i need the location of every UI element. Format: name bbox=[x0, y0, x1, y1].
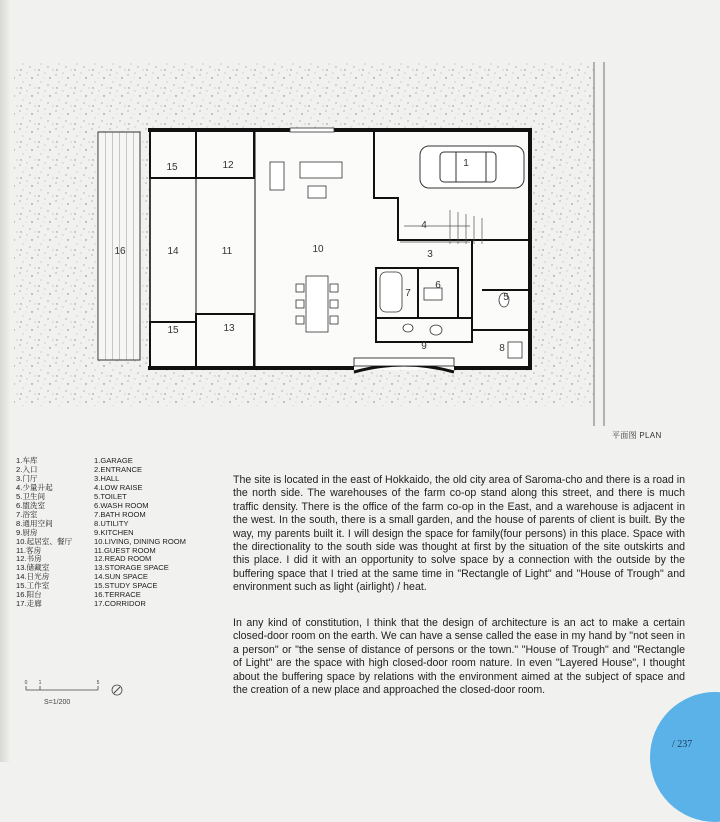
scale-text: S=1/200 bbox=[44, 699, 71, 706]
legend-cn-item: 12.书房 bbox=[16, 554, 42, 564]
room-number-9: 9 bbox=[421, 341, 427, 352]
scale-tick-1: 1 bbox=[38, 680, 42, 686]
legend-en-item: 7.BATH ROOM bbox=[94, 509, 146, 519]
page-corner-accent bbox=[650, 692, 720, 822]
legend-cn-item: 2.入口 bbox=[16, 464, 38, 474]
legend-en-item: 13.STORAGE SPACE bbox=[94, 563, 169, 573]
north-arrow-icon bbox=[112, 685, 122, 695]
legend-en-item: 9.KITCHEN bbox=[94, 527, 134, 537]
legend-en-item: 15.STUDY SPACE bbox=[94, 581, 158, 591]
room-number-14: 14 bbox=[167, 246, 179, 257]
description-paragraph-1: The site is located in the east of Hokkaido, the old city area of Saroma-cho and there is a road in the north side. The warehouses of the farm co-op stand along this street, and there is much traffic density. There is the office of the farm co-op in the East, and a warehouse is adjacent in the west. In the south, there is a small garden, and the house of parents of client is built. By the way, my parents built it. I will design the space for family(four persons) in this place. Space with the directionality to the south side was thought at first by the situation of the site outskirts and this place. I did it with an opportunity to solve space by a connection with the outside by the buffering space that I tried at the same time in "Rectangle of Light" and "House of Trough" and environment such as light (airlight) / heat. bbox=[233, 474, 685, 594]
legend-cn-item: 15.工作室 bbox=[16, 581, 50, 591]
legend-cn-item: 5.卫生间 bbox=[16, 491, 46, 501]
legend-cn-item: 6.盥洗室 bbox=[16, 500, 46, 510]
legend-en-item: 5.TOILET bbox=[94, 491, 127, 501]
dining-table bbox=[296, 276, 338, 332]
legend-cn-item: 3.门厅 bbox=[16, 473, 38, 483]
legend-cn-item: 17.走廊 bbox=[16, 599, 42, 609]
room-number-3: 3 bbox=[427, 249, 433, 260]
south-window bbox=[354, 358, 454, 366]
legend-cn-item: 8.通用空间 bbox=[16, 518, 53, 528]
legend-chinese bbox=[16, 457, 72, 609]
scale-bar bbox=[20, 680, 130, 710]
description-paragraph-2: In any kind of constitution, I think that the design of architecture is an act to make a certain closed-door room on the earth. We can have a sense called the ease in my hand by "not seen in a person" or "the sense of distance of persons or the town." "House of Trough" and "Rectangle of Light" are the space with high closed-door room nature. In even "Layered House", I thought about the buffering space by relations with the environment aimed at the subject of space and the creation of a new place and approached the closed-door room. bbox=[233, 617, 685, 697]
legend-en-item: 4.LOW RAISE bbox=[94, 482, 143, 492]
legend-en-item: 14.SUN SPACE bbox=[94, 572, 148, 582]
legend-english bbox=[94, 457, 186, 609]
legend-en-item: 3.HALL bbox=[94, 473, 120, 483]
legend-en-item: 12.READ ROOM bbox=[94, 554, 152, 564]
legend-en-item: 6.WASH ROOM bbox=[94, 500, 149, 510]
legend-en-item: 17.CORRIDOR bbox=[94, 599, 146, 609]
room-number-4: 4 bbox=[421, 220, 427, 231]
room-number-7: 7 bbox=[405, 288, 411, 299]
room-number-6: 6 bbox=[435, 280, 441, 291]
legend-en-item: 2.ENTRANCE bbox=[94, 464, 143, 474]
room-number-15: 15 bbox=[166, 162, 178, 173]
legend-en-item: 1.GARAGE bbox=[94, 456, 133, 465]
room-number-12: 12 bbox=[222, 160, 234, 171]
room-number-15: 15 bbox=[167, 325, 179, 336]
room-number-13: 13 bbox=[223, 323, 235, 334]
legend-cn-item: 16.阳台 bbox=[16, 590, 42, 600]
legend-cn-item: 14.日光房 bbox=[16, 572, 50, 582]
room-number-1: 1 bbox=[463, 158, 469, 169]
car-icon bbox=[420, 146, 524, 188]
legend-en-item: 8.UTILITY bbox=[94, 518, 129, 528]
page-number: / 237 bbox=[672, 739, 693, 750]
legend-cn-item: 1.车库 bbox=[16, 456, 38, 465]
room-number-16: 16 bbox=[114, 246, 126, 257]
room-number-8: 8 bbox=[499, 343, 505, 354]
legend-en-item: 10.LIVING, DINING ROOM bbox=[94, 536, 186, 546]
legend-en-item: 11.GUEST ROOM bbox=[94, 545, 156, 555]
room-number-10: 10 bbox=[312, 244, 324, 255]
room-number-5: 5 bbox=[503, 292, 509, 303]
legend-en-item: 16.TERRACE bbox=[94, 590, 141, 600]
scale-tick-0: 0 bbox=[24, 680, 28, 686]
legend-cn-item: 7.浴室 bbox=[16, 509, 38, 519]
legend-cn-item: 9.厨房 bbox=[16, 527, 38, 537]
plan-title: 平面图 PLAN bbox=[612, 431, 662, 440]
room-number-11: 11 bbox=[221, 246, 233, 257]
legend-cn-item: 4.少量升起 bbox=[16, 482, 53, 492]
legend-cn-item: 11.客房 bbox=[16, 545, 42, 555]
scale-tick-5: 5 bbox=[96, 680, 100, 686]
legend-cn-item: 10.起居室、餐厅 bbox=[16, 536, 73, 546]
legend-cn-item: 13.储藏室 bbox=[16, 563, 50, 573]
